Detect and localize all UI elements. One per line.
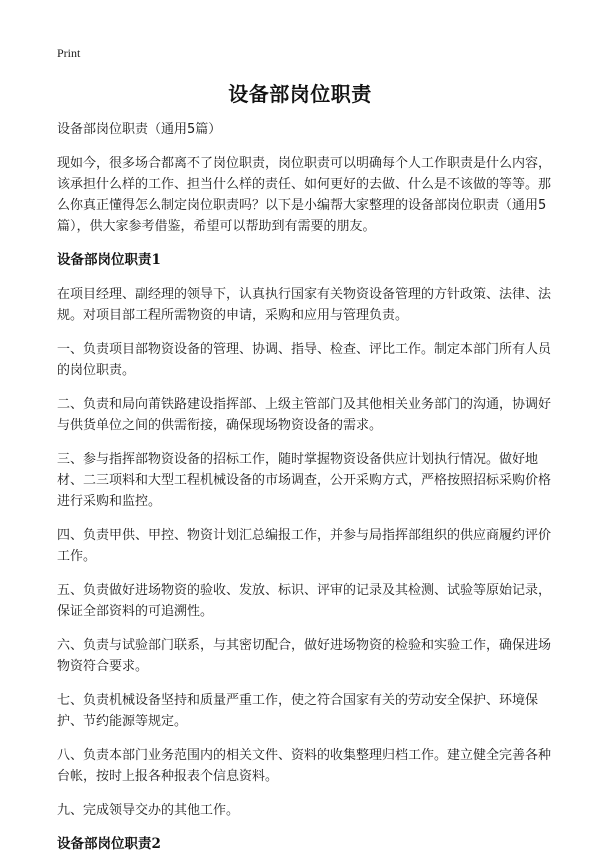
section-heading-1: 设备部岗位职责1	[57, 252, 161, 268]
duty-item-8: 八、负责本部门业务范围内的相关文件、资料的收集整理归档工作。建立健全完善各种台帐，按时上报各种报表个信息资料。	[57, 748, 552, 784]
duty-item-2: 二、负责和局向莆铁路建设指挥部、上级主管部门及其他相关业务部门的沟通，协调好与供货单位之间的供需衔接，确保现场物资设备的需求。	[57, 397, 552, 433]
duty-item-9: 九、完成领导交办的其他工作。	[57, 803, 240, 818]
section-heading-2: 设备部岗位职责2	[57, 836, 161, 852]
section1-lead-paragraph: 在项目经理、副经理的领导下，认真执行国家有关物资设备管理的方针政策、法律、法规。对项目部工程所需物资的申请，采购和应用与管理负责。	[57, 287, 552, 323]
page-title: 设备部岗位职责	[228, 82, 372, 106]
duty-item-5: 五、负责做好进场物资的验收、发放、标识、评审的记录及其检测、试验等原始记录，保证全部资料的可追溯性。	[57, 583, 552, 619]
duty-item-7: 七、负责机械设备坚持和质量严重工作，使之符合国家有关的劳动安全保护、环境保护、节约能源等规定。	[57, 693, 539, 729]
duty-item-3: 三、参与指挥部物资设备的招标工作，随时掌握物资设备供应计划执行情况。做好地材、二三项料和大型工程机械设备的市场调查，公开采购方式，严格按照招标采购价格进行采购和监控。	[57, 452, 552, 509]
document-body	[57, 120, 551, 868]
duty-item-1: 一、负责项目部物资设备的管理、协调、指导、检查、评比工作。制定本部门所有人员的岗位职责。	[57, 342, 552, 378]
print-link[interactable]: Print	[57, 46, 81, 60]
duty-item-6: 六、负责与试验部门联系，与其密切配合，做好进场物资的检验和实验工作，确保进场物资符合要求。	[57, 638, 552, 674]
document-subtitle: 设备部岗位职责（通用5篇）	[57, 122, 222, 137]
intro-paragraph: 现如今，很多场合都离不了岗位职责，岗位职责可以明确每个人工作职责是什么内容，该承担什么样的工作、担当什么样的责任、如何更好的去做、什么是不该做的等等。那么你真正懂得怎么制定岗位职责吗？以下是小编帮大家整理的设备部岗位职责（通用5篇），供大家参考借鉴，希望可以帮助到有需要的朋友。	[57, 156, 552, 234]
duty-item-4: 四、负责甲供、甲控、物资计划汇总编报工作，并参与局指挥部组织的供应商履约评价工作。	[57, 528, 552, 564]
